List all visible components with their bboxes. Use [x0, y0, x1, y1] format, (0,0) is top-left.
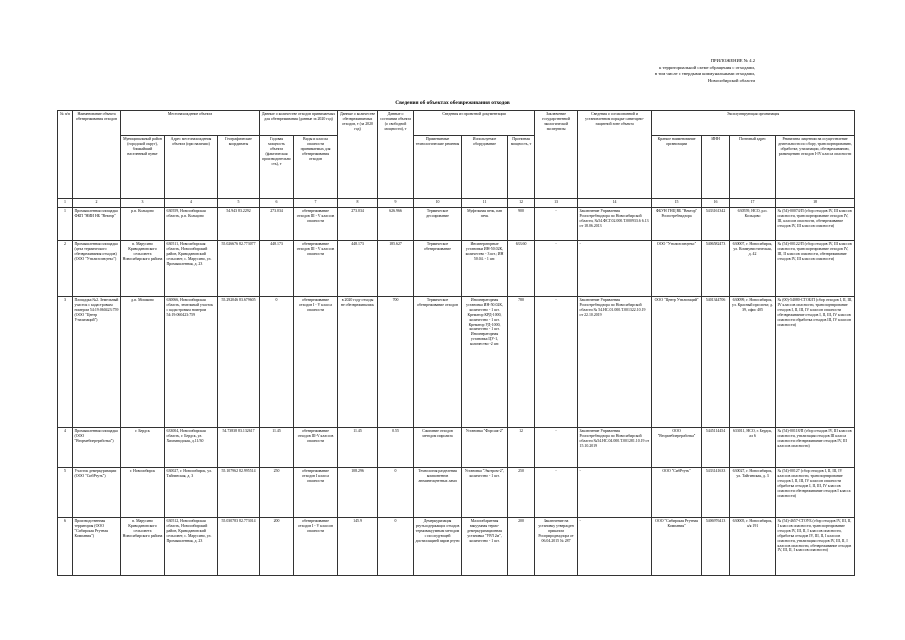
table-cell: № (54)-00074/П (сбор отходов IV, III классов опасности, транспортирование отходов IV, III, классов опасности, обезвреживание отходов IV, III классов опасности)	[776, 208, 855, 241]
appendix-line: в том числе с твердыми коммунальными отходами,	[654, 71, 755, 77]
column-number: 5	[218, 199, 260, 208]
header-storage: Данные о количестве обезвреживаемых отходов, т (за 2020 год)	[338, 111, 378, 199]
table-cell: 6	[58, 518, 73, 576]
table-cell: 0.55	[378, 428, 414, 468]
table-row	[58, 518, 855, 576]
table-cell: 5406976413	[702, 518, 730, 576]
table-cell: Заключение Управления Роспотребнадзора по Новосибирской области № 54.НС.01.000.Т.001322.10.19 от 22.10.2019	[578, 297, 652, 428]
table-cell: 700	[378, 297, 414, 428]
table-cell: 630099, г. Новосибирск, ул. Красный проспект, д. 39, офис 405	[730, 297, 776, 428]
table-cell: № (54)-4657-СТОУБ (сбор отходов IV, III, II, I классов опасности, транспортирование отходов IV, III, II, I классов опасности, обработка отходов IV, III, II, I классов опасности, утилизация отходов IV, III, II, I классов опасности, обезвреживание отходов IV, III, II, I классов опасности)	[776, 518, 855, 576]
table-cell: обезвреживание отходов III - V классов опасности	[294, 241, 338, 297]
table-cell: обезвреживание отходов I - V класса опасности	[294, 297, 338, 428]
header-types: Виды и классы опасности принимаемых для обезвреживания отходов	[294, 136, 338, 199]
table-cell: 250	[260, 468, 294, 518]
column-number: 15	[652, 199, 702, 208]
header-inn: ИНН	[702, 136, 730, 199]
table-cell: р.п. Кольцово	[121, 208, 165, 241]
facilities-table	[57, 110, 855, 576]
header-project-capacity: Проектная мощность, т	[508, 136, 535, 199]
table-cell: 200	[508, 518, 535, 576]
table-row	[58, 428, 855, 468]
column-number-row	[58, 199, 855, 208]
table-cell: 448.173	[338, 241, 378, 297]
table-cell: 273.034	[338, 208, 378, 241]
header-name: Наименование объекта обезвреживания отходов	[73, 111, 121, 199]
table-cell: 1	[58, 208, 73, 241]
header-location: Местонахождение объекта	[121, 111, 260, 136]
table-cell: Площадка №2. Земельный участок с кадастровым номером 54:19:060423:759 (ООО "Центр Утилизаций")	[73, 297, 121, 428]
table-cell: 5406582473	[702, 241, 730, 297]
column-number: 6	[260, 199, 294, 208]
table-cell: п. Марусино Криводановского сельсовета Новосибирского района	[121, 241, 165, 297]
table-cell: 900	[508, 208, 535, 241]
table-cell: 5433161342	[702, 208, 730, 241]
table-cell: Установка "Форсаж-2"	[462, 428, 508, 468]
table-cell: Инсинераторная установка ИН-50.02К, количество - 1 шт. Крематор КРД-1000, количество - 1 шт. Крематор УД-1000, количество - 1 шт. Инсинераторная установка ЦУ-1, количество -2 шт.	[462, 297, 508, 428]
header-license: Реквизиты лицензии на осуществление деятельности по сбору, транспортированию, обработке, утилизации, обезвреживанию, размещению отходов I-IV класса опасности	[776, 136, 855, 199]
table-cell: 5	[58, 468, 73, 518]
table-cell: 250	[508, 468, 535, 518]
table-cell: -	[578, 468, 652, 518]
header-capacity: Данные о количестве отходов принимаемых для обезвреживания (данные за 2020 год)	[260, 111, 338, 136]
table-cell: № (00)-54080-СТОБ/П (сбор отходов I, II, III, IV классов опасности, транспортирование отходов I, II, III, IV классов опасности обезвреживание отходов I, II, III, IV классов опасности обработка отходов III, IV классов опасности)	[776, 297, 855, 428]
table-cell: 0	[378, 518, 414, 576]
table-cell: Промышленная площадка (ООО "Втормебпереработка")	[73, 428, 121, 468]
table-cell: 630027, г. Новосибирск, ул. Тайгинская, д. 3	[165, 468, 218, 518]
table-cell: ООО "Втормебпереработка"	[652, 428, 702, 468]
table-cell: 55.107962 82.995514	[218, 468, 260, 518]
table-row	[58, 468, 855, 518]
header-address: Адрес местонахождения объекта (при наличии)	[165, 136, 218, 199]
table-cell: Муфельная печь, пав печь	[462, 208, 508, 241]
column-number: 2	[73, 199, 121, 208]
table-cell: ООО "Сибирская Ртутная Компания"	[652, 518, 702, 576]
column-number: 11	[462, 199, 508, 208]
document-title: Сведения об объектах обезвреживания отходов	[395, 100, 510, 106]
table-cell: г. Бердск	[121, 428, 165, 468]
column-number: 14	[578, 199, 652, 208]
table-cell: Заключение на установку утвержден приказом Росприроднадзора от 06.04.2015 № 287	[535, 518, 578, 576]
table-cell: п. Марусино Криводановского сельсовета Новосибирского района	[121, 518, 165, 576]
table-cell: Сжигание отходов методом пиролиза	[414, 428, 462, 468]
table-cell: ООО "Утилизспецтекс"	[652, 241, 702, 297]
header-num: № п/п	[58, 111, 73, 199]
table-cell: -	[535, 241, 578, 297]
table-cell: Промышленная площадка ФКП "НИИ НБ "Вектор"	[73, 208, 121, 241]
table-cell: Заключение Управления Роспотребнадзора по Новосибирской области №54.НС.04.000.Т.001281.10.19 от 15.10.2019	[578, 428, 652, 468]
table-cell: Термическое обезвреживание	[414, 241, 462, 297]
table-cell: 54.943 83.2292	[218, 208, 260, 241]
table-cell: Заключение Управления Роспотребнадзора по Новосибирской области, №54.ФСГ.02.000.Т.000933.6 6.13 от 18.06.2013	[578, 208, 652, 241]
table-cell: 55.292046 83.679605	[218, 297, 260, 428]
table-cell: Установка "Экотром-2", количество - 1 шт.	[462, 468, 508, 518]
table-cell: 633.60	[508, 241, 535, 297]
table-cell: обезвреживание отходов I класса опасности	[294, 468, 338, 518]
table-cell: 54.73838 83.132617	[218, 428, 260, 468]
table-cell: -	[535, 468, 578, 518]
column-number: 12	[508, 199, 535, 208]
table-cell: 630559, Новосибирская область, р.п. Кольцово	[165, 208, 218, 241]
table-cell: Демеркуризация ртутьсодержащих отходов термовакуумным методом с последующей дистилляцией паров ртути	[414, 518, 462, 576]
table-cell: 0	[378, 468, 414, 518]
header-postal: Почтовый адрес	[730, 136, 776, 199]
table-cell: ООО "СибРтуть"	[652, 468, 702, 518]
table-cell: 145.9	[338, 518, 378, 576]
table-cell: -	[535, 297, 578, 428]
table-cell: 2	[58, 241, 73, 297]
table-cell: 633011, НСО, г. Бердск, ал 6	[730, 428, 776, 468]
header-opname: Краткое наименование организации	[652, 136, 702, 199]
header-coords: Географические координаты	[218, 136, 260, 199]
header-municipal: Муниципальный район (городской округ), ближайший населенный пункт	[121, 136, 165, 199]
table-cell: 11.45	[338, 428, 378, 468]
header-expertise: Заключение государственной экологической экспертизы	[535, 111, 578, 199]
column-number: 8	[338, 199, 378, 208]
column-number: 18	[776, 199, 855, 208]
table-cell: Термическое обезвреживание отходов	[414, 297, 462, 428]
table-cell: г. Новосибирск	[121, 468, 165, 518]
header-project: Сведения из проектной документации	[414, 111, 535, 136]
table-cell: 12	[508, 428, 535, 468]
column-number: 4	[165, 199, 218, 208]
appendix-line: ПРИЛОЖЕНИЕ № 4.2	[710, 58, 755, 63]
table-cell: 55.026676 82.773077	[218, 241, 260, 297]
header-operator: Эксплуатирующая организация	[652, 111, 855, 136]
column-number: 17	[730, 199, 776, 208]
column-number: 7	[294, 199, 338, 208]
table-cell: -	[535, 208, 578, 241]
column-number: 13	[535, 199, 578, 208]
appendix-line: Новосибирской области	[707, 77, 755, 83]
table-cell: 0	[260, 297, 294, 428]
table-cell: 780	[508, 297, 535, 428]
appendix-block	[535, 58, 755, 84]
header-szz: Сведения о согласованной и установленном порядке санитарно-защитной зоне объекта	[578, 111, 652, 199]
column-number: 9	[378, 199, 414, 208]
table-cell: -	[578, 518, 652, 576]
table-cell: 108.296	[338, 468, 378, 518]
table-cell: 630005, г. Новосибирск, а/я 191	[730, 518, 776, 576]
table-cell: 5445114454	[702, 428, 730, 468]
table-row	[58, 297, 855, 428]
header-free: Данные о состоянии объекта (о свободной мощности), т	[378, 111, 414, 199]
table-cell: в 2020 году отходы не обезвреживались	[338, 297, 378, 428]
column-number: 16	[702, 199, 730, 208]
table-cell: 630027, г. Новосибирск, ул. Тайгинская, д. 3	[730, 468, 776, 518]
table-cell: 448.173	[260, 241, 294, 297]
table-cell: 630066, Новосибирская область, земельный участок с кадастровым номером 54:19:060423:759	[165, 297, 218, 428]
header-annual: Годовая мощность объекта (фактическая производительность), т	[260, 136, 294, 199]
table-cell: Производственная территория (ООО "Сибирская Ртутная Компания")	[73, 518, 121, 576]
table-cell: обезвреживание отходов III-V классов опасности	[294, 428, 338, 468]
table-cell: 630511, Новосибирская область, Новосибирский район, Криводановский сельсовет, с. Марусино, ул. Промышленная, д. 23	[165, 241, 218, 297]
column-number: 3	[121, 199, 165, 208]
table-cell: Технология разделения компонентов люминесцентных ламп	[414, 468, 462, 518]
table-cell: обезвреживание отходов III - V классов опасности	[294, 208, 338, 241]
table-row	[58, 208, 855, 241]
table-cell: 4	[58, 428, 73, 468]
table-cell: обезвреживание отходов I - V классов опасности	[294, 518, 338, 576]
table-cell: № (54)-00122/П (сбор отходов IV, III классов опасности, транспортирование отходов IV, III, II классов опасности, обезвреживание отходов IV, III классов опасности)	[776, 241, 855, 297]
table-cell: 3	[58, 297, 73, 428]
table-cell: № (54)-00118/П (сбор отходов IV, III классов опасности, утилизация отходов III класса опасности обезвреживание отходов IV, III классов опасности)	[776, 428, 855, 468]
table-cell: Малогабаритная вакуумная термо-демеркуризационная установка "УРЛ 2м", количество - 1 шт.	[462, 518, 508, 576]
table-cell: 185.627	[378, 241, 414, 297]
table-cell: -	[578, 241, 652, 297]
table-cell: 626.966	[378, 208, 414, 241]
table-cell: ООО "Центр Утилизаций"	[652, 297, 702, 428]
table-cell: 11.45	[260, 428, 294, 468]
table-cell: 630559, НСО, р.п. Кольцово	[730, 208, 776, 241]
table-cell: ФБУН ГНЦ ВБ "Вектор" Роспотребнадзора	[652, 208, 702, 241]
table-cell: Инсинераторные установки ИН-50.02К, количество - 3 шт.; ИН 50.04. - 1 шт.	[462, 241, 508, 297]
table-cell: -	[535, 428, 578, 468]
table-cell: 630512, Новосибирская область, Новосибирский район, Криводановский сельсовет, с. Марусино, ул. Промышленная, д. 23	[165, 518, 218, 576]
table-cell: 5433141633	[702, 468, 730, 518]
column-number: 1	[58, 199, 73, 208]
table-cell: 5401344706	[702, 297, 730, 428]
table-row	[58, 241, 855, 297]
table-cell: 273.034	[260, 208, 294, 241]
column-number: 10	[414, 199, 462, 208]
table-body	[58, 208, 855, 576]
header-equipment: Используемое оборудование	[462, 136, 508, 199]
table-cell: 630007, г. Новосибирск, ул. Коммунистическая, д. 42	[730, 241, 776, 297]
table-cell: 633004, Новосибирская область, г. Бердск, ул. Химзаводская, д.11/30	[165, 428, 218, 468]
table-cell: Термическое дессирование	[414, 208, 462, 241]
table-cell: 55.030783 82.773014	[218, 518, 260, 576]
appendix-line: к территориальной схеме обращения с отходами,	[659, 64, 755, 70]
table-cell: Промышленная площадка (цеха термического обезвреживания отходов) (ООО "Утилизспецтекс")	[73, 241, 121, 297]
table-cell: Участок демеркуризации (ООО "СибРтуть")	[73, 468, 121, 518]
header-tech: Применяемые технологические решения	[414, 136, 462, 199]
table-cell: № (54)-00127 (сбор отходов I, II, III, IV классов опасности, транспортирование отходов I, II, III, IV классов опасности обработка отходов I, II, III, IV классов опасности обезвреживание отходов I класса опасности)	[776, 468, 855, 518]
table-cell: д.п. Мошково	[121, 297, 165, 428]
table-cell: 200	[260, 518, 294, 576]
